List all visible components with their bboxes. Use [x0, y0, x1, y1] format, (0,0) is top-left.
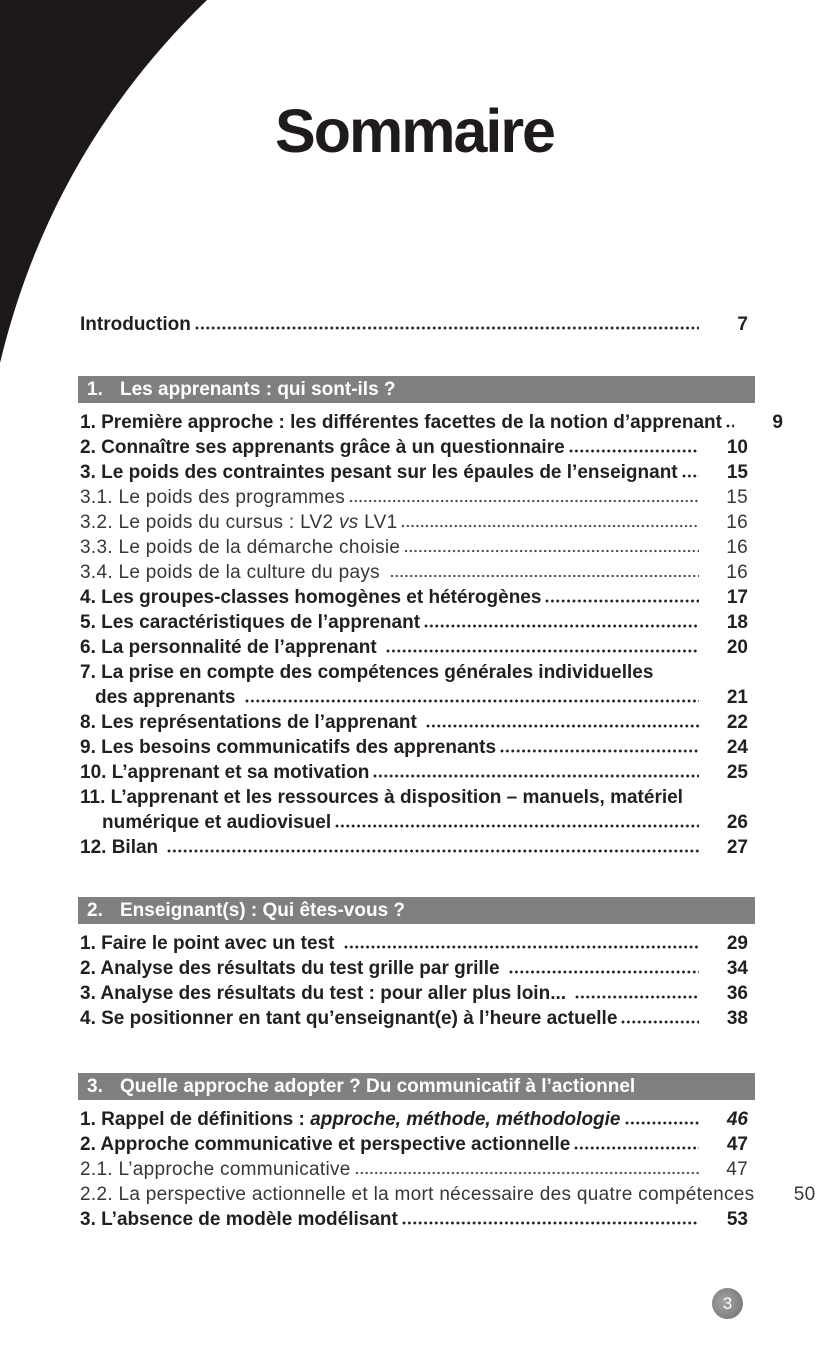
section-entries: [80, 1107, 816, 1232]
toc-entry-page-number: 29: [726, 933, 748, 954]
toc-entry-page-number: 34: [726, 958, 748, 979]
toc-entry-page-number: 50: [793, 1184, 816, 1205]
toc-entry-row: [80, 610, 748, 635]
toc-entry-text: 3.3. Le poids de la démarche choisie: [80, 537, 401, 558]
leader-dots: [167, 849, 699, 853]
leader-dots: [426, 724, 699, 728]
section-title: Enseignant(s) : Qui êtes-vous ?: [120, 899, 406, 921]
leader-dots: [335, 824, 699, 828]
toc-entry-text: 1. Faire le point avec un test: [80, 933, 340, 954]
toc-entry-row: [80, 760, 748, 785]
toc-entry-page-number: 27: [726, 837, 748, 858]
toc-entry-text: 2. Connaître ses apprenants grâce à un questionnaire: [80, 437, 565, 458]
leader-dots: [404, 549, 699, 553]
toc-entry-page-number: 16: [726, 512, 748, 533]
toc-entry-page-number: 20: [726, 637, 748, 658]
toc-entry-text: 3. L’absence de modèle modélisant: [80, 1209, 398, 1230]
toc-introduction-block: [80, 312, 748, 337]
toc-entry-text: 5. Les caractéristiques de l’apprenant: [80, 612, 421, 633]
toc-entry-text: 2.1. L’approche communicative: [80, 1159, 351, 1180]
section-header-bar: [78, 897, 755, 924]
page-number-badge: [712, 1288, 743, 1319]
toc-entry-text: 3. Analyse des résultats du test : pour aller plus loin...: [80, 983, 572, 1004]
toc-entry-text: 4. Les groupes-classes homogènes et hétérogènes: [80, 587, 542, 608]
toc-entry-row: [80, 660, 748, 685]
toc-entry-text: 3.2. Le poids du cursus : LV2 vs LV1: [80, 512, 398, 533]
leader-dots: [500, 749, 699, 753]
toc-entry-row: [80, 1107, 748, 1132]
leader-dots: [625, 1121, 700, 1125]
leader-dots: [621, 1020, 699, 1024]
toc-entry-text: 1. Rappel de définitions : approche, méthode, méthodologie: [80, 1109, 621, 1130]
section-header-bar: [78, 376, 755, 403]
toc-entry-text: numérique et audiovisuel: [102, 812, 332, 833]
toc-entry-page-number: 46: [726, 1109, 748, 1130]
leader-dots: [545, 599, 699, 603]
toc-entry-row: [80, 1182, 816, 1207]
leader-dots: [509, 970, 699, 974]
toc-entry-row: [80, 635, 748, 660]
leader-dots: [355, 1171, 699, 1175]
toc-section-3: [80, 1073, 816, 1232]
toc-entry-row: [80, 1157, 748, 1182]
toc-entry-page-number: 24: [726, 737, 748, 758]
toc-entry-row: [80, 485, 748, 510]
toc-entry-page-number: 18: [726, 612, 748, 633]
toc-entry-row: [80, 435, 748, 460]
toc-entry-page-number: 16: [726, 537, 748, 558]
leader-dots: [386, 649, 699, 653]
toc-entry-row: [80, 931, 748, 956]
toc-entry-page-number: 53: [726, 1209, 748, 1230]
leader-dots: [245, 699, 699, 703]
toc-section-2: [80, 897, 748, 1031]
toc-entry-row: [80, 1207, 748, 1232]
toc-row-introduction: [80, 312, 748, 337]
section-header-bar: [78, 1073, 755, 1100]
toc-entry-row: [80, 1006, 748, 1031]
section-title: Quelle approche adopter ? Du communicatif à l’actionnel: [120, 1075, 636, 1097]
toc-entry-page-number: 9: [772, 412, 783, 433]
toc-entry-page-number: 38: [726, 1008, 748, 1029]
toc-entry-page-number: 25: [726, 762, 748, 783]
section-title: Les apprenants : qui sont-ils ?: [120, 378, 396, 400]
leader-dots: [195, 326, 699, 330]
leader-dots: [575, 995, 699, 999]
toc-entry-page-number: 21: [726, 687, 748, 708]
leader-dots: [726, 424, 734, 428]
toc-entry-row: [80, 981, 748, 1006]
toc-entry-row: [80, 585, 748, 610]
toc-entry-page-number: 22: [726, 712, 748, 733]
section-number: 2.: [87, 899, 103, 921]
toc-entry-row: [80, 1132, 748, 1157]
leader-dots: [401, 524, 699, 528]
toc-entry-row: [80, 510, 748, 535]
toc-entry-text: 2. Analyse des résultats du test grille par grille: [80, 958, 505, 979]
toc-entry-page-number: 36: [726, 983, 748, 1004]
toc-entry-page-number: 15: [726, 487, 748, 508]
toc-section-1: [80, 376, 783, 860]
toc-entry-page-number: 47: [726, 1134, 748, 1155]
toc-entry-text: 11. L’apprenant et les ressources à disposition – manuels, matériel: [80, 787, 683, 808]
toc-entry-text: 9. Les besoins communicatifs des apprenants: [80, 737, 497, 758]
leader-dots: [349, 499, 699, 503]
toc-entry-text: 3.1. Le poids des programmes: [80, 487, 346, 508]
toc-entry-row: [80, 685, 748, 710]
leader-dots: [682, 474, 699, 478]
toc-entry-row: [80, 410, 783, 435]
leader-dots: [373, 774, 699, 778]
leader-dots: [569, 449, 699, 453]
page-number: 3: [722, 1293, 733, 1313]
leader-dots: [574, 1146, 699, 1150]
toc-entry-row: [80, 835, 748, 860]
toc-entry-row: [80, 956, 748, 981]
toc-entry-row: [80, 560, 748, 585]
toc-entry-text: 12. Bilan: [80, 837, 164, 858]
toc-entry-text: 2. Approche communicative et perspective actionnelle: [80, 1134, 571, 1155]
introduction-label: Introduction: [80, 314, 191, 335]
leader-spacer: [687, 799, 699, 803]
leader-dots: [344, 945, 699, 949]
toc-entry-text: 1. Première approche : les différentes facettes de la notion d’apprenant: [80, 412, 722, 433]
toc-entry-page-number: 17: [726, 587, 748, 608]
toc-entry-text: des apprenants: [95, 687, 241, 708]
leader-dots: [402, 1221, 699, 1225]
toc-entry-row: [80, 460, 748, 485]
section-number: 3.: [87, 1075, 103, 1097]
leader-spacer: [657, 674, 699, 678]
toc-entry-row: [80, 785, 748, 810]
leader-spacer: [758, 1196, 766, 1200]
toc-entry-text: 6. La personnalité de l’apprenant: [80, 637, 382, 658]
page-title: Sommaire: [275, 97, 554, 165]
toc-entry-page-number: 10: [726, 437, 748, 458]
toc-entry-page-number: 15: [726, 462, 748, 483]
introduction-page-number: 7: [737, 314, 748, 335]
toc-entry-text: 8. Les représentations de l’apprenant: [80, 712, 423, 733]
toc-entry-text: 10. L’apprenant et sa motivation: [80, 762, 370, 783]
toc-entry-text: 4. Se positionner en tant qu’enseignant(e) à l’heure actuelle: [80, 1008, 618, 1029]
toc-entry-row: [80, 535, 748, 560]
toc-entry-text: 2.2. La perspective actionnelle et la mort nécessaire des quatre compétences: [80, 1184, 755, 1205]
section-entries: [80, 410, 783, 860]
toc-entry-page-number: 47: [726, 1159, 748, 1180]
toc-entry-text: 7. La prise en compte des compétences générales individuelles: [80, 662, 654, 683]
toc-entry-text: 3.4. Le poids de la culture du pays: [80, 562, 386, 583]
section-entries: [80, 931, 748, 1031]
toc-entry-row: [80, 810, 748, 835]
toc-entry-page-number: 26: [726, 812, 748, 833]
toc-entry-row: [80, 735, 748, 760]
leader-dots: [424, 624, 699, 628]
leader-dots: [390, 574, 700, 578]
section-number: 1.: [87, 378, 103, 400]
toc-entry-page-number: 16: [726, 562, 748, 583]
toc-entry-text: 3. Le poids des contraintes pesant sur les épaules de l’enseignant: [80, 462, 678, 483]
toc-entry-row: [80, 710, 748, 735]
